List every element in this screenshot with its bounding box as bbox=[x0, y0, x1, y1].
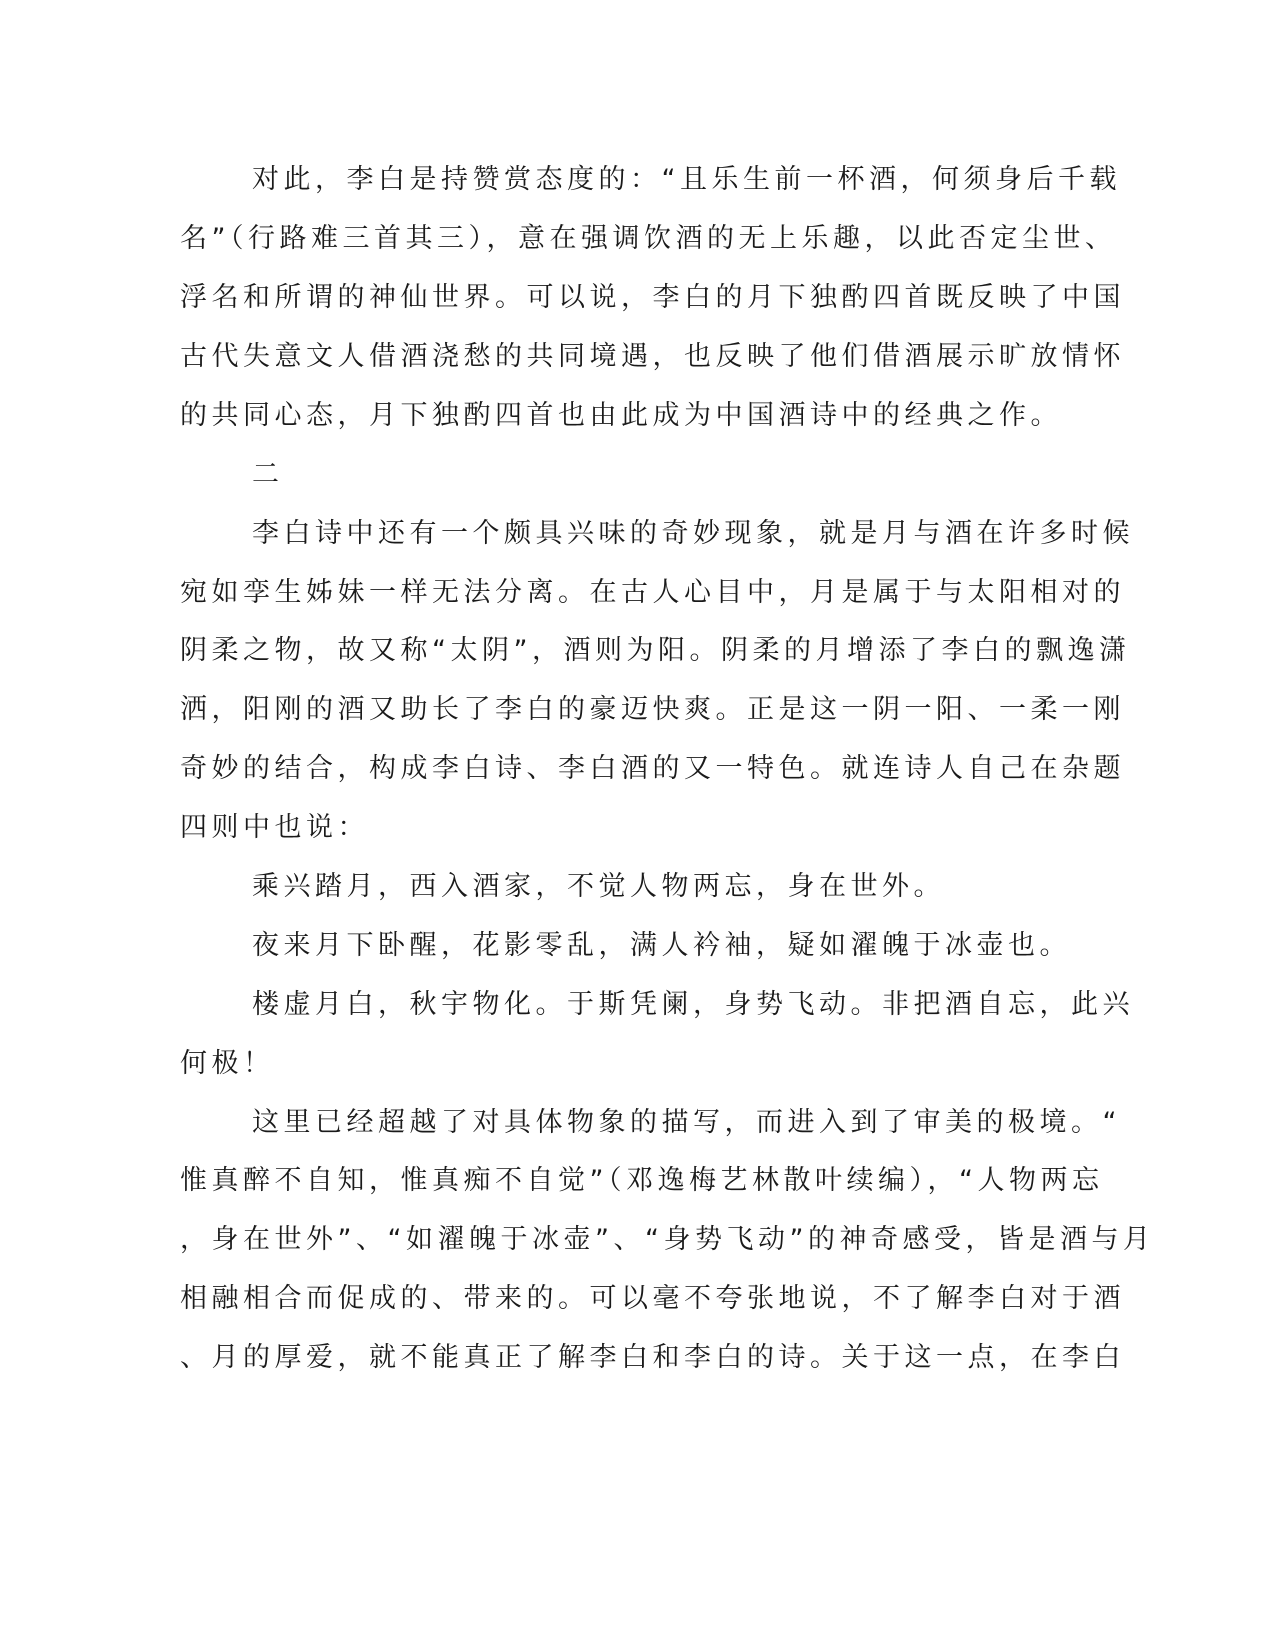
text-line: 奇妙的结合，构成李白诗、李白酒的又一特色。就连诗人自己在杂题 bbox=[180, 753, 1125, 784]
section-number: 二 bbox=[252, 459, 284, 490]
text-line: ，身在世外”、“如濯魄于冰壶”、“身势飞动”的神奇感受，皆是酒与月 bbox=[180, 1224, 1155, 1255]
text-line: 、月的厚爱，就不能真正了解李白和李白的诗。关于这一点，在李白 bbox=[180, 1342, 1125, 1373]
text-line: 浮名和所谓的神仙世界。可以说，李白的月下独酌四首既反映了中国 bbox=[180, 282, 1125, 313]
text-line: 惟真醉不自知，惟真痴不自觉”（邓逸梅艺林散叶续编），“人物两忘 bbox=[180, 1165, 1104, 1196]
text-line: 宛如孪生姊妹一样无法分离。在古人心目中，月是属于与太阳相对的 bbox=[180, 577, 1125, 608]
text-line: 这里已经超越了对具体物象的描写，而进入到了审美的极境。“ bbox=[252, 1107, 1121, 1138]
quote-line: 乘兴踏月，西入酒家，不觉人物两忘，身在世外。 bbox=[252, 871, 945, 902]
text-line: 名”（行路难三首其三），意在强调饮酒的无上乐趣，以此否定尘世、 bbox=[180, 223, 1117, 254]
text-line: 古代失意文人借酒浇愁的共同境遇，也反映了他们借酒展示旷放情怀 bbox=[180, 341, 1125, 372]
text-line: 的共同心态，月下独酌四首也由此成为中国酒诗中的经典之作。 bbox=[180, 400, 1062, 431]
text-line: 四则中也说： bbox=[180, 812, 369, 843]
text-line: 洒，阳刚的酒又助长了李白的豪迈快爽。正是这一阴一阳、一柔一刚 bbox=[180, 694, 1125, 725]
quote-line: 何极！ bbox=[180, 1048, 275, 1079]
quote-line: 楼虚月白，秋宇物化。于斯凭阑，身势飞动。非把酒自忘，此兴 bbox=[252, 989, 1134, 1020]
text-line: 李白诗中还有一个颇具兴味的奇妙现象，就是月与酒在许多时候 bbox=[252, 518, 1134, 549]
text-line: 相融相合而促成的、带来的。可以毫不夸张地说，不了解李白对于酒 bbox=[180, 1283, 1125, 1314]
text-line: 对此，李白是持赞赏态度的：“且乐生前一杯酒，何须身后千载 bbox=[252, 164, 1121, 195]
quote-line: 夜来月下卧醒，花影零乱，满人衿袖，疑如濯魄于冰壶也。 bbox=[252, 930, 1071, 961]
text-line: 阴柔之物，故又称“太阴”，酒则为阳。阴柔的月增添了李白的飘逸潇 bbox=[180, 635, 1131, 666]
